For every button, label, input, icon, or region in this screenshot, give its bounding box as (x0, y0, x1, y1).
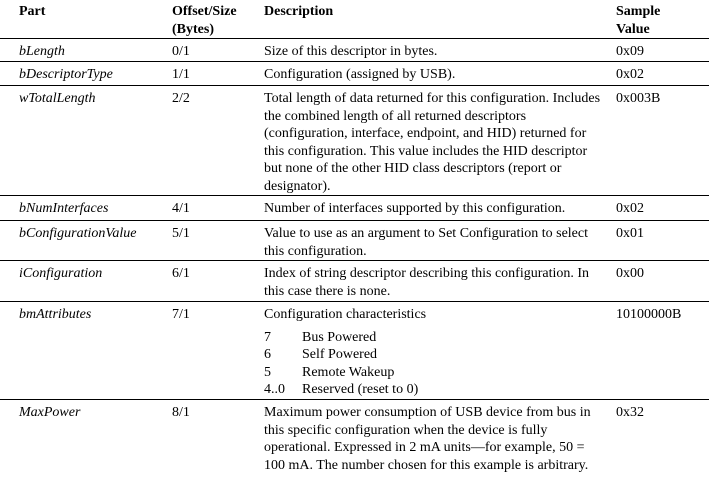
row-part: bConfigurationValue (19, 226, 137, 241)
table-row (0, 39, 709, 62)
header-sample: Sample Value (616, 4, 661, 37)
row-part: wTotalLength (19, 91, 96, 106)
row-sample: 0x09 (616, 44, 644, 59)
row-sample: 0x02 (616, 67, 644, 82)
bit-item (264, 329, 604, 347)
bit-label: Bus Powered (302, 329, 377, 345)
table-row (0, 261, 709, 302)
row-description: Configuration characteristics (264, 307, 427, 322)
row-part: bDescriptorType (19, 67, 113, 82)
row-offset: 2/2 (172, 91, 190, 106)
bit-number: 5 (264, 364, 271, 380)
row-description: Configuration (assigned by USB). (264, 67, 456, 82)
table-row (0, 196, 709, 221)
row-part: bmAttributes (19, 307, 92, 322)
row-sample: 0x00 (616, 266, 644, 281)
header-offset: Offset/Size (Bytes) (172, 4, 237, 37)
header-part: Part (19, 4, 46, 19)
bit-number: 4..0 (264, 382, 285, 397)
table-row (0, 62, 709, 86)
row-offset: 4/1 (172, 201, 190, 216)
row-part: MaxPower (19, 405, 81, 420)
bit-label: Remote Wakeup (302, 364, 395, 380)
table-row (0, 221, 709, 261)
row-description-block (264, 306, 604, 399)
row-offset: 1/1 (172, 67, 190, 82)
row-sample: 0x003B (616, 91, 661, 106)
row-offset: 7/1 (172, 307, 190, 322)
bit-label: Reserved (reset to 0) (302, 382, 419, 397)
row-offset: 8/1 (172, 405, 190, 420)
row-description: Size of this descriptor in bytes. (264, 44, 438, 59)
row-part: bNumInterfaces (19, 201, 109, 216)
table-header (0, 0, 709, 39)
row-description: Maximum power consumption of USB device from bus in this specific configuration when the device is fully operational. Expressed in 2 mA units—for example, 50 = 100 mA. The number chosen for this example is arbitrary. (264, 405, 591, 473)
bit-number: 6 (264, 347, 271, 362)
bit-item (264, 381, 604, 399)
table-row (0, 302, 709, 400)
row-description: Index of string descriptor describing this configuration. In this case there is none. (264, 266, 590, 299)
row-offset: 5/1 (172, 226, 190, 241)
bit-item (264, 346, 604, 364)
header-description: Description (264, 4, 334, 19)
row-sample: 0x01 (616, 226, 644, 241)
row-description: Value to use as an argument to Set Configuration to select this configuration. (264, 226, 589, 259)
row-sample: 10100000B (616, 307, 682, 322)
row-description: Total length of data returned for this configuration. Includes the combined length of all returned descriptors (configuration, interface, endpoint, and HID) returned for this configuration. This value includes the HID descriptor but none of the other HID class descriptors (report or designator). (264, 91, 601, 194)
row-offset: 0/1 (172, 44, 190, 59)
bit-item (264, 364, 604, 382)
row-sample: 0x32 (616, 405, 644, 420)
table-row (0, 86, 709, 196)
bit-list (264, 329, 604, 399)
row-sample: 0x02 (616, 201, 644, 216)
row-part: iConfiguration (19, 266, 103, 281)
bit-number: 7 (264, 329, 271, 345)
row-offset: 6/1 (172, 266, 190, 281)
table-row (0, 400, 709, 497)
row-description: Number of interfaces supported by this configuration. (264, 201, 566, 216)
bit-label: Self Powered (302, 347, 378, 362)
row-part: bLength (19, 44, 65, 59)
